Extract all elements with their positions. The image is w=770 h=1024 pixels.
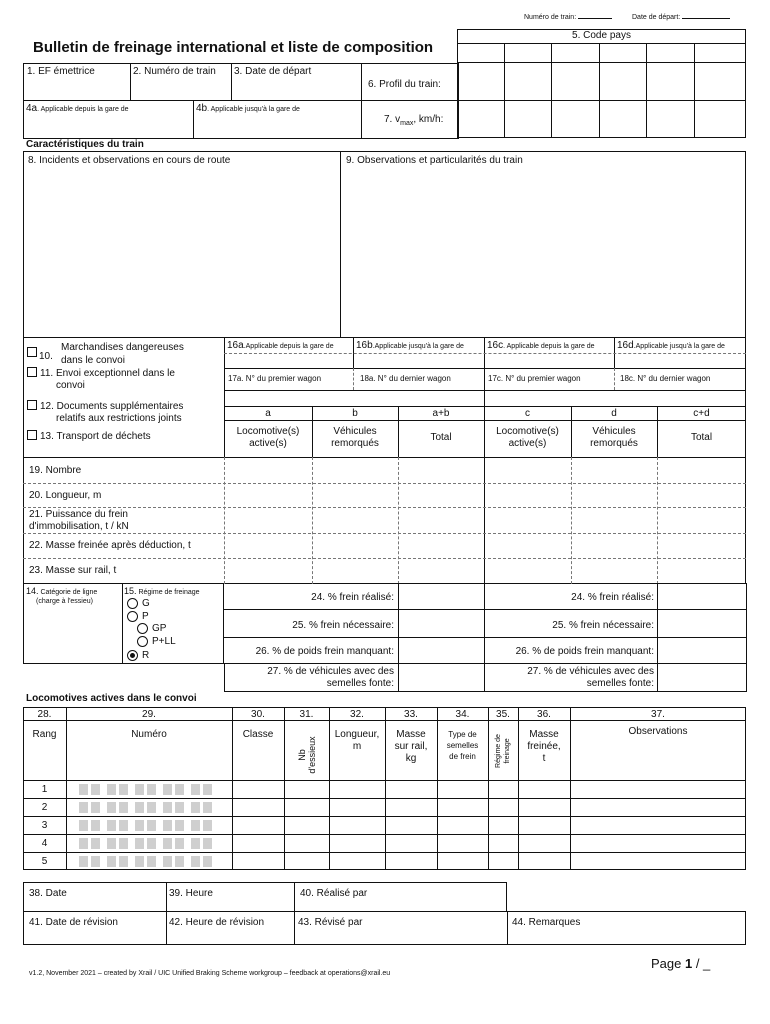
regime-radio-r-selected[interactable] [127, 650, 138, 661]
header-brake-shoes: Type de semelles de frein [446, 730, 479, 761]
field-1-issuing-ru[interactable]: 1. EF émettrice [27, 66, 95, 77]
col-31-number: 31. [299, 709, 314, 720]
regime-radio-g[interactable] [127, 598, 138, 609]
checkbox-11-exceptional[interactable] [27, 367, 37, 377]
regime-label-gp: GP [152, 623, 167, 634]
col-cd-label: c+d [693, 408, 710, 419]
loco-rank-3: 3 [41, 820, 48, 831]
loco-number-input-3[interactable] [79, 820, 219, 831]
checkbox-10-dangerous-goods[interactable] [27, 347, 37, 357]
checkbox-13-waste[interactable] [27, 430, 37, 440]
row-19-count: 19. Nombre [29, 465, 82, 476]
checkbox-13-label: 13. Transport de déchets [40, 431, 151, 442]
header-class: Classe [242, 729, 274, 740]
departure-date-label: Date de départ: [632, 10, 730, 22]
field-7-vmax[interactable]: 7. $v_{max}$, km/h: [384, 114, 444, 127]
field-27-cast-iron-left: 27. % de véhicules avec des semelles fonte: [267, 666, 394, 689]
field-16b[interactable]: 16b.Applicable jusqu'à la gare de [356, 340, 464, 351]
train-number-label: Numéro de train: [524, 10, 612, 22]
header-rank: Rang [32, 729, 57, 740]
col-29-number: 29. [142, 709, 156, 720]
header-observations: Observations [628, 726, 688, 737]
regime-radio-gp[interactable] [137, 623, 148, 634]
footer-box-bottom [23, 911, 746, 945]
checkbox-12-documents[interactable] [27, 400, 37, 410]
col-34-number: 34. [455, 709, 470, 720]
regime-label-pll: P+LL [152, 636, 176, 647]
col-a-loco: Locomotive(s) active(s) [236, 426, 300, 449]
field-25-brake-required-right: 25. % frein nécessaire: [552, 620, 654, 631]
train-characteristics-title: Caractéristiques du train [26, 139, 144, 150]
country-code-label: 5. Code pays [572, 30, 631, 41]
header-length: Longueur, m [334, 729, 380, 752]
field-38-date[interactable]: 38. Date [29, 888, 67, 899]
col-33-number: 33. [404, 709, 418, 720]
locomotives-title: Locomotives actives dans le convoi [26, 693, 197, 704]
field-40-done-by[interactable]: 40. Réalisé par [300, 888, 368, 899]
checkbox-11-label: 11. Envoi exceptionnel dans le [40, 368, 175, 379]
col-c-loco: Locomotive(s) active(s) [496, 426, 559, 449]
field-8-incidents[interactable]: 8. Incidents et observations en cours de route [28, 155, 231, 166]
col-28-number: 28. [37, 709, 52, 720]
field-16d[interactable]: 16d.Applicable jusqu'à la gare de [617, 340, 725, 351]
field-9-observations[interactable]: 9. Observations et particularités du train [346, 155, 523, 166]
field-43-revised-by[interactable]: 43. Révisé par [298, 917, 363, 928]
version-note: v1.2, November 2021 – created by Xrail / UIC Unified Braking Scheme workgroup – feedback at operations@xrail.eu [29, 970, 391, 977]
loco-rank-2: 2 [41, 802, 48, 813]
field-15-braking-regime: 15. Régime de freinage [124, 586, 200, 596]
field-17a-first-wagon[interactable]: 17a. N° du premier wagon [228, 374, 322, 383]
col-b-vehicles: Véhicules remorqués [331, 426, 379, 449]
loco-number-input-1[interactable] [79, 784, 219, 795]
loco-number-input-2[interactable] [79, 802, 219, 813]
field-39-time[interactable]: 39. Heure [169, 888, 213, 899]
field-25-brake-required-left: 25. % frein nécessaire: [292, 620, 394, 631]
row-22-braked-mass: 22. Masse freinée après déduction, t [29, 540, 191, 551]
field-4b-to-station[interactable]: 4b. Applicable jusqu'à la gare de [196, 103, 300, 114]
field-18c-last-wagon[interactable]: 18c. N° du dernier wagon [620, 374, 711, 383]
header-number: Numéro [131, 729, 167, 740]
field-2-train-number[interactable]: 2. Numéro de train [133, 66, 216, 77]
loco-rank-5: 5 [41, 856, 48, 867]
checkbox-10-label-line2: dans le convoi [61, 355, 125, 366]
field-44-remarks[interactable]: 44. Remarques [512, 917, 581, 928]
regime-radio-p[interactable] [127, 611, 138, 622]
col-d-vehicles: Véhicules remorqués [590, 426, 638, 449]
field-16c[interactable]: 16c. Applicable depuis la gare de [487, 340, 595, 351]
col-35-number: 35. [496, 709, 510, 720]
regime-label-r: R [142, 650, 150, 661]
field-24-brake-achieved-left: 24. % frein réalisé: [311, 592, 394, 603]
page-title: Bulletin de freinage international et liste de composition [33, 39, 434, 56]
col-30-number: 30. [251, 709, 265, 720]
row-23-rail-mass: 23. Masse sur rail, t [29, 565, 117, 576]
field-17c-first-wagon[interactable]: 17c. N° du premier wagon [488, 374, 581, 383]
col-a-label: a [265, 408, 271, 419]
col-32-number: 32. [350, 709, 364, 720]
col-ab-total: Total [430, 432, 452, 443]
field-3-departure-date[interactable]: 3. Date de départ [234, 66, 312, 77]
header-braking-regime: Régime de freinage [495, 734, 511, 768]
header-axles: Nb d'essieux [297, 736, 317, 774]
field-4a-from-station[interactable]: 4a. Applicable depuis la gare de [26, 103, 129, 114]
footer-box-top [23, 882, 507, 912]
col-d-label: d [611, 408, 617, 419]
checkbox-11-label-line2: convoi [56, 380, 85, 391]
field-27-cast-iron-right: 27. % de véhicules avec des semelles fonte: [527, 666, 654, 689]
checkbox-10-number: 10. [39, 351, 53, 362]
regime-label-g: G [142, 598, 150, 609]
col-36-number: 36. [537, 709, 551, 720]
row-20-length: 20. Longueur, m [29, 490, 102, 501]
checkbox-10-label: Marchandises dangereuses [61, 342, 184, 353]
field-42-revision-time[interactable]: 42. Heure de révision [169, 917, 265, 928]
col-ab-label: a+b [432, 408, 450, 419]
col-37-number: 37. [651, 709, 665, 720]
field-16a[interactable]: 16a.Applicable depuis la gare de [227, 340, 334, 351]
field-26-brake-missing-right: 26. % de poids frein manquant: [515, 646, 654, 657]
row-21-parking-brake: 21. Puissance du frein d'immobilisation, t / kN [29, 509, 129, 532]
field-26-brake-missing-left: 26. % de poids frein manquant: [255, 646, 394, 657]
regime-radio-pll[interactable] [137, 636, 148, 647]
header-rail-mass: Masse sur rail, kg [394, 729, 428, 764]
page-number: Page 1 / _ [651, 956, 711, 971]
checkbox-12-label: 12. Documents supplémentaires [40, 401, 184, 412]
field-24-brake-achieved-right: 24. % frein réalisé: [571, 592, 654, 603]
loco-number-input-4[interactable] [79, 838, 219, 849]
col-c-label: c [525, 408, 530, 419]
field-18a-last-wagon[interactable]: 18a. N° du dernier wagon [360, 374, 451, 383]
field-41-revision-date[interactable]: 41. Date de révision [29, 917, 118, 928]
col-cd-total: Total [690, 432, 713, 443]
field-14-line-category[interactable]: 14. Catégorie de ligne [26, 586, 98, 596]
rows-19-23-box [23, 457, 746, 584]
checkbox-12-label-line2: relatifs aux restrictions joints [56, 413, 182, 424]
regime-label-p: P [142, 611, 149, 622]
country-code-grid [457, 29, 746, 138]
col-b-label: b [352, 408, 358, 419]
loco-rank-1: 1 [41, 784, 48, 795]
field-6-train-profile[interactable]: 6. Profil du train: [368, 79, 441, 90]
field-14-axle-load: (charge à l'essieu) [36, 598, 93, 605]
loco-number-input-5[interactable] [79, 856, 219, 867]
loco-rank-4: 4 [41, 838, 48, 849]
header-braked-mass: Masse freinée, t [527, 729, 561, 764]
